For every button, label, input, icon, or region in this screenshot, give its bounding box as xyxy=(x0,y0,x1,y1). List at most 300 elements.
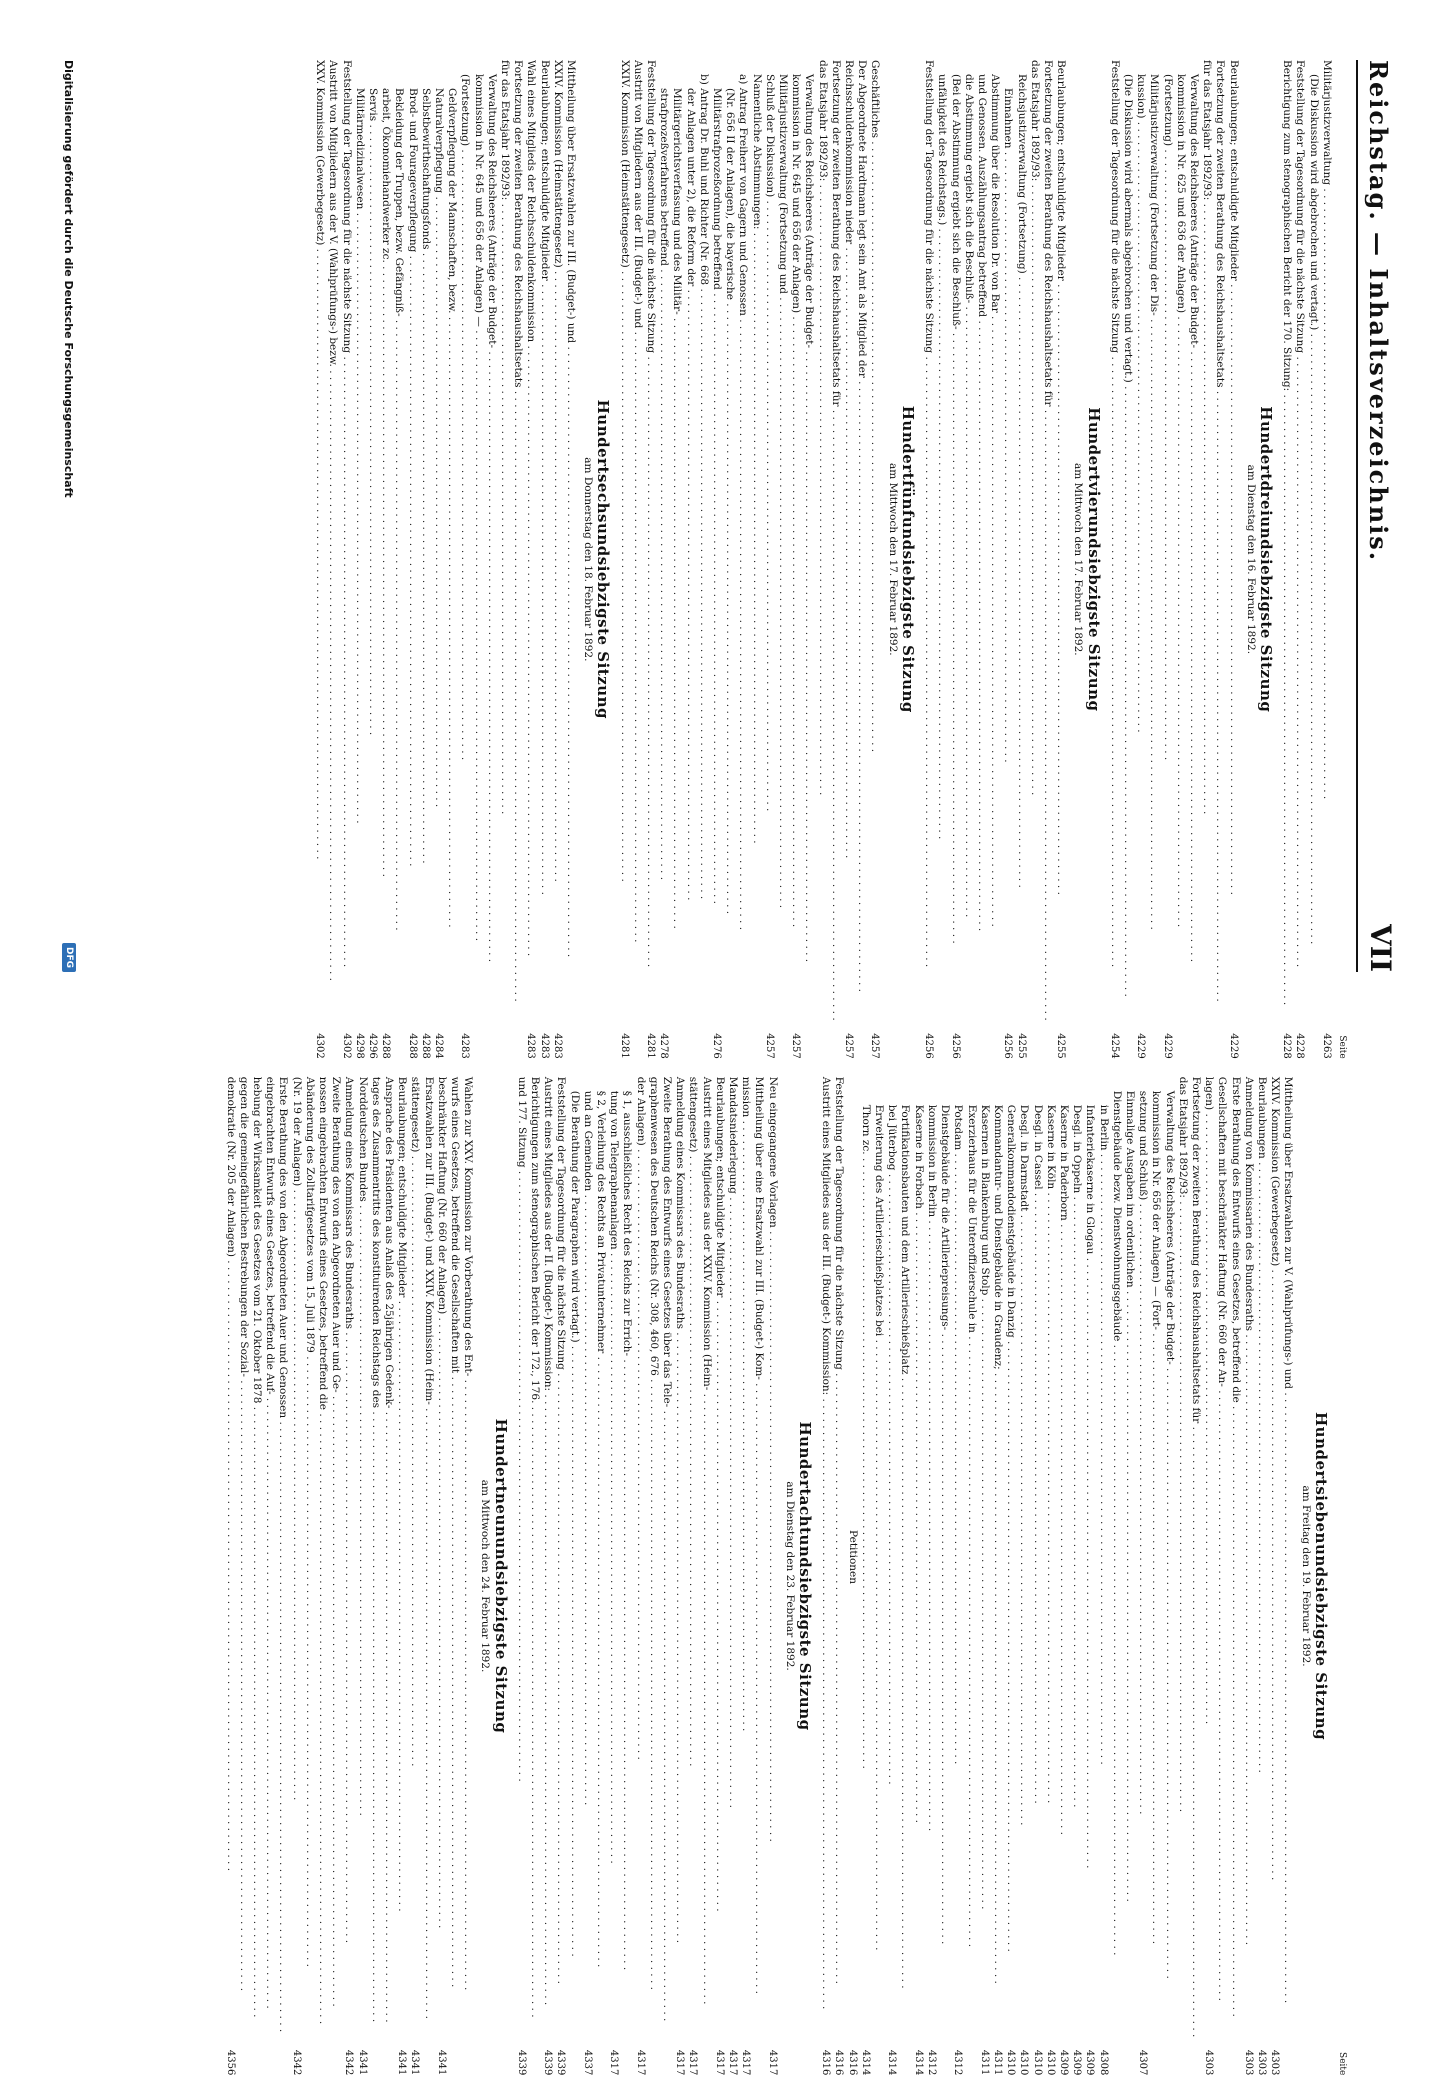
toc-entry-page: 4341 xyxy=(356,2049,368,2075)
toc-entry-text: (Die Diskussion wird abermals abgebrochen und vertagt.) . . . xyxy=(1121,60,1134,1021)
toc-entry xyxy=(342,1077,355,2075)
toc-entry-page: 4317 xyxy=(674,2049,686,2075)
toc-entry xyxy=(567,1077,580,2075)
toc-entry xyxy=(1268,1077,1281,2075)
toc-entry-text: Beurlaubungen; entschuldigte Mitglieder . . . xyxy=(1226,60,1239,1021)
toc-entry xyxy=(964,1077,977,2075)
toc-entry-text: Beurlaubungen; entschuldigte Mitglieder . . . xyxy=(713,1077,726,2038)
toc-entry-text: Mittheilung über Ersatzwahlen zur V. (Wahlprüfungs-) und . . . xyxy=(1281,1077,1294,2038)
toc-entry xyxy=(1044,1077,1057,2075)
toc-entry-text: (Nr. 656 II der Anlagen), die bayerische . . . xyxy=(723,60,736,1021)
toc-entry-text: Thorn zc. . . . xyxy=(859,1077,872,2038)
toc-entry-text: Kommandantur- und Dienstgebäude in Graudenz; . . . xyxy=(991,1077,1004,2038)
toc-entry-page: 4310 xyxy=(1044,2049,1056,2075)
toc-entry xyxy=(723,60,736,1059)
page-footer xyxy=(56,60,82,972)
toc-entry-text: Einnahmen . . . xyxy=(1001,60,1014,1021)
toc-entry-text: Militärjustizverwaltung (Fortsetzung und . . . xyxy=(776,60,789,1021)
toc-entry xyxy=(789,60,802,1059)
toc-entry-text: strafprozeßverfahrens betreffend . . . xyxy=(657,60,670,1021)
toc-entry-text: Potsdam . . . xyxy=(951,1077,964,2038)
toc-entry xyxy=(432,60,445,1059)
toc-entry-text: (Die Diskussion wird abgebrochen und vertagt.) . . . xyxy=(1306,60,1319,1021)
toc-entry-text: § 2, Verleihung des Rechts an Privatunternehmer . . . xyxy=(594,1077,607,2038)
toc-entry xyxy=(749,60,762,1059)
toc-entry xyxy=(1162,1077,1175,2075)
toc-entry xyxy=(855,60,868,1059)
toc-entry-text: Militärjustizverwaltung (Fortsetzung der Dis- . . . xyxy=(1147,60,1160,1021)
session-date: am Dienstag den 23. Februar 1892. xyxy=(783,1481,796,1671)
toc-entry-text: tung von Telegraphenanlagen . . . xyxy=(607,1077,620,2038)
toc-entry xyxy=(1242,1077,1255,2075)
toc-entry xyxy=(660,1077,673,2075)
toc-entry-text: Schluß der Diskussion) . . . xyxy=(763,60,776,1021)
toc-entry-text: (Die Berathung der Paragraphen wird vertagt.) . . . xyxy=(567,1077,580,2038)
toc-entry-page: 4311 xyxy=(978,2049,990,2075)
toc-entry-text: tages des Zusammentritts des konstituirenden Reichstags des . . . xyxy=(369,1077,382,2038)
toc-entry-page: 4296 xyxy=(366,1033,378,1059)
toc-entry xyxy=(581,1077,594,2075)
toc-entry-text: Verwaltung des Reichsheeres (Anträge der Budget- . . . xyxy=(485,60,498,1021)
toc-entry-page: 4342 xyxy=(290,2049,302,2075)
toc-entry-page: 4316 xyxy=(820,2049,832,2075)
toc-entry-text: Beurlaubungen; entschuldigte Mitglieder . . . xyxy=(1054,60,1067,1021)
toc-entry-text: Desgl. in Oppeln . . . xyxy=(1070,1077,1083,2038)
toc-entry-text: Naturalverpflegung . . . xyxy=(432,60,445,1021)
toc-entry-text: Reichsjustizverwaltung (Fortsetzung) . . . xyxy=(1014,60,1027,1021)
toc-entry-page: 4310 xyxy=(1018,2049,1030,2075)
toc-entry-text: Fortsetzung der zweiten Berathung des Reichshaushaltsetats . . . xyxy=(511,60,524,1021)
toc-entry-text: Austritt eines Mitgliedes aus der XXIV. Kommission (Heim- . . . xyxy=(699,1077,712,2038)
toc-entry-page: 4317 xyxy=(608,2049,620,2075)
toc-entry-text: Erste Berathung des Entwurfs eines Gesetzes, betreffend die . . . xyxy=(1228,1077,1241,2038)
toc-entry-text: Neu eingegangene Vorlagen . . . xyxy=(765,1077,778,2038)
running-title: Reichstag. — Inhaltsverzeichnis. xyxy=(1364,60,1393,563)
toc-entry-text: Ersatzwahlen zur III. (Budget-) und XXIV. Kommission (Heim- . . . xyxy=(421,1077,434,2038)
toc-entry-text: der Anlagen) . . . xyxy=(633,1077,646,2038)
toc-entry-page: 4228 xyxy=(1281,1033,1293,1059)
toc-entry-page: 4356 xyxy=(224,2049,236,2075)
toc-entry-page: 4308 xyxy=(1097,2049,1109,2075)
toc-entry xyxy=(1108,60,1121,1059)
toc-entry-text: Austritt von Mitgliedern aus der V. (Wahlprüfungs-) bezw. . . . xyxy=(326,60,339,1021)
toc-entry-text: für das Etatsjahr 1892/93: . . . xyxy=(1200,60,1213,1021)
toc-entry-text: nossen eingebrachten Entwurfs eines Gesetzes, betreffend die . . . xyxy=(316,1077,329,2038)
toc-entry-text: Militärstrafprozeßordnung betreffend . . . xyxy=(710,60,723,1021)
toc-entry-text: (Bei der Abstimmung ergiebt sich die Beschluß- . . . xyxy=(948,60,961,1021)
toc-entry-text: kommission in Nr. 645 und 656 der Anlagen) — . . . xyxy=(471,60,484,1021)
toc-entry xyxy=(537,60,550,1059)
toc-entry-text: Geschäftliches . . . xyxy=(868,60,881,1021)
toc-entry xyxy=(1083,1077,1096,2075)
toc-entry-page: 4255 xyxy=(1015,1033,1027,1059)
toc-entry xyxy=(1001,60,1014,1059)
toc-entry-text: Feststellung der Tagesordnung für die nächste Sitzung . . . xyxy=(1293,60,1306,1021)
toc-entry-text: Selbstbewirthschaftungsfonds . . . xyxy=(419,60,432,1021)
toc-entry xyxy=(419,60,432,1059)
toc-entry-page: 4337 xyxy=(581,2049,593,2075)
toc-entry xyxy=(515,1077,528,2075)
toc-entry-text: (Fortsetzung) . . . xyxy=(1160,60,1173,1021)
toc-entry-text: stättengesetz) . . . xyxy=(686,1077,699,2038)
toc-entry-text: arbeit, Ökonomiehandwerker zc. . . . xyxy=(379,60,392,1021)
toc-entry xyxy=(395,1077,408,2075)
toc-entry-text: XXIV. Kommission (Heimstättengesetz) . . . xyxy=(551,60,564,1021)
toc-entry xyxy=(1030,1077,1043,2075)
toc-entry xyxy=(802,60,815,1059)
toc-entry-text: Der Abgeordnete Hardtmann legt sein Amt als Mitglied der . . . xyxy=(855,60,868,1021)
toc-entry-text: XXIV. Kommission (Gewerbegesetz) . . . xyxy=(1268,1077,1281,2038)
toc-entry-text: Beurlaubungen; entschuldigte Mitglieder . . . xyxy=(537,60,550,1021)
session-date: am Mittwoch den 17. Februar 1892. xyxy=(1072,463,1085,656)
toc-entry-page: 4342 xyxy=(343,2049,355,2075)
toc-entry-text: und Genossen. Auszählungsantrag betreffend . . . xyxy=(975,60,988,1021)
toc-entry xyxy=(524,60,537,1059)
toc-entry xyxy=(353,60,366,1059)
toc-entry-page: 4288 xyxy=(419,1033,431,1059)
toc-entry-text: in Berlin . . . xyxy=(1096,1077,1109,2038)
toc-entry-text: und 177. Sitzung . . . xyxy=(515,1077,528,2038)
toc-entry-page: 4317 xyxy=(634,2049,646,2075)
toc-entry-text: Feststellung der Tagesordnung für die nächste Sitzung . . . xyxy=(832,1077,845,2038)
toc-entry-text: Infanteriekaserne in Glogau . . . xyxy=(1083,1077,1096,2038)
toc-entry-text: Desgl. in Cassel . . . xyxy=(1030,1077,1043,2038)
toc-entry-text: kommission in Nr. 625 und 636 der Anlagen) . . . xyxy=(1174,60,1187,1021)
toc-entry xyxy=(699,1077,712,2075)
toc-entry-text: XXV. Kommission (Gewerbegesetz) . . . xyxy=(313,60,326,1021)
toc-entry-text: (Nr. 19 der Anlagen) . . . xyxy=(289,1077,302,2038)
toc-entry xyxy=(382,1077,395,2075)
toc-entry-text: a) Antrag Freiherr von Gagern und Genossen . . . xyxy=(736,60,749,1021)
toc-entry-page: 4288 xyxy=(380,1033,392,1059)
toc-entry-text: Berichtigungen zum stenographischen Bericht der 172., 176. . . . xyxy=(528,1077,541,2038)
toc-entry xyxy=(485,60,498,1059)
toc-entry-text: Fortsetzung der zweiten Berathung des Reichshaushaltsetats für . . . xyxy=(1041,60,1054,1021)
toc-entry-text: Beurlaubungen . . . xyxy=(1255,1077,1268,2038)
toc-entry-text: Feststellung der Tagesordnung für die nächste Sitzung . . . xyxy=(339,60,352,1021)
toc-entry xyxy=(448,1077,461,2075)
toc-entry-page: 4263 xyxy=(1320,1033,1332,1059)
toc-entry-text: das Etatsjahr 1892/93: . . . xyxy=(1176,1077,1189,2038)
toc-entry-text: wurfs eines Gesetzes, betreffend die Gesellschaften mit . . . xyxy=(448,1077,461,2038)
toc-entry-page: 4278 xyxy=(658,1033,670,1059)
toc-entry xyxy=(435,1077,448,2075)
session-date: am Donnerstag den 18. Februar 1892. xyxy=(582,457,595,662)
toc-column-right xyxy=(108,1077,1348,2075)
toc-entry xyxy=(1293,60,1306,1059)
toc-entry xyxy=(948,60,961,1059)
seite-label: Seite xyxy=(1337,1035,1347,1059)
toc-entry xyxy=(912,1077,925,2075)
toc-column-left xyxy=(108,60,1348,1059)
toc-entry-text: bei Jüterbog . . . xyxy=(885,1077,898,2038)
toc-entry-text: Wahlen zur XXV. Kommission zur Vorberathung des Ent- . . . xyxy=(461,1077,474,2038)
toc-entry-text: Erweiterung des Artillerieschießplatzes bei . . . xyxy=(872,1077,885,2038)
toc-entry-text: Ansprache des Präsidenten aus Anlaß des 25jährigen Gedenk- . . . xyxy=(382,1077,395,2038)
toc-entry-page: 4317 xyxy=(713,2049,725,2075)
toc-entry-page: 4276 xyxy=(711,1033,723,1059)
toc-entry xyxy=(1187,60,1200,1059)
toc-entry xyxy=(316,1077,329,2075)
toc-entry xyxy=(670,60,683,1059)
toc-entry xyxy=(885,1077,898,2075)
toc-entry xyxy=(1028,60,1041,1059)
toc-entry-page: 4257 xyxy=(763,1033,775,1059)
toc-entry-page: 4317 xyxy=(687,2049,699,2075)
toc-entry-text: mission . . . xyxy=(739,1077,752,2038)
toc-entry xyxy=(326,60,339,1059)
toc-entry-page: 4314 xyxy=(859,2049,871,2075)
toc-entry-text: kommission in Berlin . . . xyxy=(925,1077,938,2038)
toc-entry xyxy=(1228,1077,1241,2075)
toc-entry xyxy=(686,1077,699,2075)
toc-entry xyxy=(1202,1077,1215,2075)
toc-entry xyxy=(471,60,484,1059)
toc-entry-text: Feststellung der Tagesordnung für die nächste Sitzung . . . xyxy=(1108,60,1121,1021)
session-date: am Mittwoch den 24. Februar 1892. xyxy=(479,1479,492,1673)
toc-entry xyxy=(392,60,405,1059)
toc-entry-text: Anmeldung von Kommissarien des Bundesraths . . . xyxy=(1242,1077,1255,2038)
toc-entry-page: 4283 xyxy=(459,1033,471,1059)
toc-entry-text: Fortsetzung der zweiten Berathung des Reichshaushaltsetats . . . xyxy=(1213,60,1226,1021)
toc-entry-text: Berichtigung zum stenographischen Bericht der 170. Sitzung: . . . xyxy=(1280,60,1293,1021)
toc-entry-text: Bekleidung der Truppen, bezw. Gefängniß- . . . xyxy=(392,60,405,1021)
toc-entry xyxy=(868,60,881,1059)
toc-entry xyxy=(713,1077,726,2075)
toc-entry-page: 4254 xyxy=(1108,1033,1120,1059)
toc-entry xyxy=(1041,60,1054,1059)
session-heading: Hundertfünfundsiebzigste Sitzung xyxy=(898,405,917,713)
toc-entry xyxy=(379,60,392,1059)
toc-entry-text: Verwaltung des Reichsheeres (Anträge der Budget- . . . xyxy=(1187,60,1200,1021)
toc-entry xyxy=(1215,1077,1228,2075)
toc-entry-page: 4303 xyxy=(1242,2049,1254,2075)
page-header xyxy=(1356,60,1410,972)
toc-entry-text: kommission in Nr. 656 der Anlagen) — (Fort- . . . xyxy=(1149,1077,1162,2038)
toc-entry xyxy=(683,60,696,1059)
toc-entry-page: 4257 xyxy=(843,1033,855,1059)
toc-entry-text: Feststellung der Tagesordnung für die nächste Sitzung . . . xyxy=(554,1077,567,2038)
toc-entry-text: kommission in Nr. 645 und 656 der Anlagen) . . . xyxy=(789,60,802,1021)
toc-entry xyxy=(445,60,458,1059)
toc-entry-text: Kaserne in Paderborn . . . xyxy=(1057,1077,1070,2038)
toc-entry-page: 4314 xyxy=(912,2049,924,2075)
toc-entry xyxy=(339,60,352,1059)
toc-entry-page: 4317 xyxy=(727,2049,739,2075)
toc-entry-page: 4298 xyxy=(353,1033,365,1059)
toc-entry xyxy=(673,1077,686,2075)
toc-entry-text: Geldverpflegung der Mannschaften, bezw. . . . xyxy=(445,60,458,1021)
toc-entry-text: Austritt eines Mitgliedes aus der III. (Budget-) Kommission: . . . xyxy=(819,1077,832,2038)
toc-entry-page: 4316 xyxy=(846,2049,858,2075)
toc-entry-text: Verwaltung des Reichsheeres (Anträge der Budget- . . . xyxy=(802,60,815,1021)
toc-entry-text: Militärjustizverwaltung . . . xyxy=(1320,60,1333,1021)
toc-entry-page: 4339 xyxy=(555,2049,567,2075)
toc-entry xyxy=(1149,1077,1162,2075)
toc-entry-page: 4303 xyxy=(1255,2049,1267,2075)
toc-entry-text: Austritt eines Mitgliedes aus der II. (Budget-) Kommission: . . . xyxy=(541,1077,554,2038)
toc-entry xyxy=(1096,1077,1109,2075)
toc-entry-text: Militärgerichtsverfassung und des Militär- . . . xyxy=(670,60,683,1021)
toc-entry-text: setzung und Schluß) . . . xyxy=(1136,1077,1149,2038)
toc-entry-text: Petitionen xyxy=(846,1530,859,1585)
toc-entry xyxy=(647,1077,660,2075)
toc-entry-page: 4303 xyxy=(1203,2049,1215,2075)
toc-entry-page: 4309 xyxy=(1071,2049,1083,2075)
toc-entry-page: 4256 xyxy=(949,1033,961,1059)
toc-entry xyxy=(303,1077,316,2075)
toc-entry-text: Mittheilung über Ersatzwahlen zur III. (Budget-) und . . . xyxy=(564,60,577,1021)
toc-entry xyxy=(938,1077,951,2075)
toc-entry-text: die Abstimmung ergiebt sich die Beschluß- . . . xyxy=(962,60,975,1021)
toc-entry xyxy=(739,1077,752,2075)
toc-entry-text: Fortsetzung der zweiten Berathung des Reichshaushaltsetats für . . . xyxy=(829,60,842,1021)
toc-entry-text: Fortifikationsbauten und dem Artillerieschießplatz . . . xyxy=(898,1077,911,2038)
toc-entry-text: stättengesetz) . . . xyxy=(408,1077,421,2038)
toc-entry-text: das Etatsjahr 1892/93: . . . xyxy=(1028,60,1041,1021)
toc-entry-text: Mandatsniederlegung . . . xyxy=(726,1077,739,2038)
toc-entry xyxy=(1280,60,1293,1059)
toc-entry-page: 4229 xyxy=(1161,1033,1173,1059)
toc-entry xyxy=(697,60,710,1059)
toc-entry xyxy=(1136,1077,1149,2075)
toc-entry-text: Zweite Berathung des Entwurfs eines Gesetzes über das Tele- . . . xyxy=(660,1077,673,2038)
toc-entry xyxy=(962,60,975,1059)
toc-entry-text: gegen die gemeingefährlichen Bestrebungen der Sozial- . . . xyxy=(237,1077,250,2038)
toc-entry xyxy=(276,1077,289,2075)
toc-entry-page: 4255 xyxy=(1055,1033,1067,1059)
toc-entry-text: Brod- und Fourageverpflegung . . . xyxy=(405,60,418,1021)
toc-entry xyxy=(1213,60,1226,1059)
toc-entry-page: 4339 xyxy=(515,2049,527,2075)
toc-entry-text: Mittheilung über eine Ersatzwahl zur III. (Budget-) Kom- . . . xyxy=(752,1077,765,2038)
toc-entry xyxy=(988,60,1001,1059)
digitization-note: Digitalisierung gefördert durch die Deutsche Forschungsgemeinschaft xyxy=(62,60,76,498)
toc-entry-text: Dienstgebäude für die Artilleriepreisungs- . . . xyxy=(938,1077,951,2038)
toc-entry-text: Exerzierhaus für die Unteroffizierschule in . . . xyxy=(964,1077,977,2038)
toc-entry xyxy=(898,1077,911,2075)
toc-entry xyxy=(541,1077,554,2075)
toc-entry xyxy=(223,1077,236,2075)
toc-entry-text: Norddeutschen Bundes . . . xyxy=(355,1077,368,2038)
toc-entry xyxy=(1255,1077,1268,2075)
toc-entry xyxy=(617,60,630,1059)
toc-entry xyxy=(329,1077,342,2075)
toc-entry-page: 4228 xyxy=(1294,1033,1306,1059)
toc-entry xyxy=(289,1077,302,2075)
session-heading: Hundertachtundsiebzigste Sitzung xyxy=(796,1421,815,1731)
toc-entry-page: 4312 xyxy=(952,2049,964,2075)
toc-entry-page: 4311 xyxy=(991,2049,1003,2075)
toc-entry xyxy=(633,1077,646,2075)
toc-entry-page: 4302 xyxy=(314,1033,326,1059)
toc-entry-page: 4303 xyxy=(1269,2049,1281,2075)
session-date: am Dienstag den 16. Februar 1892. xyxy=(1244,464,1257,655)
toc-entry-text: Kaserne in Forbach . . . xyxy=(912,1077,925,2038)
toc-entry xyxy=(554,1077,567,2075)
toc-entry-text: (Fortsetzung) . . . xyxy=(458,60,471,1021)
toc-entry-page: 4281 xyxy=(645,1033,657,1059)
toc-entry-text: Desgl. in Darmstadt . . . xyxy=(1017,1077,1030,2038)
toc-entry-text: Dienstgebäude bezw. Dienstwohnungsgebäude . . . xyxy=(1110,1077,1123,2038)
toc-entry xyxy=(845,1077,858,2075)
toc-entry xyxy=(528,1077,541,2075)
toc-entry xyxy=(736,60,749,1059)
toc-entry xyxy=(1189,1077,1202,2075)
toc-entry xyxy=(1226,60,1239,1059)
toc-entry-page: 4283 xyxy=(551,1033,563,1059)
toc-entry-text: Abstimmung über die Resolution Dr. von Bar . . . xyxy=(988,60,1001,1021)
toc-entry-page: 4288 xyxy=(406,1033,418,1059)
page-number: VII xyxy=(1364,924,1397,972)
session-heading: Hundertdreiundsiebzigste Sitzung xyxy=(1256,406,1275,713)
toc-entry-text: Wahl eines Mitglieds der Reichsschuldenkommission . . . xyxy=(524,60,537,1021)
toc-entry xyxy=(842,60,855,1059)
toc-entry xyxy=(951,1077,964,2075)
toc-entry-page: 4310 xyxy=(1005,2049,1017,2075)
toc-entry-page: 4283 xyxy=(538,1033,550,1059)
toc-entry-page: 4312 xyxy=(925,2049,937,2075)
toc-entry xyxy=(355,1077,368,2075)
toc-entry xyxy=(369,1077,382,2075)
toc-entry-text: Anmeldung eines Kommissars des Bundesraths . . . xyxy=(673,1077,686,2038)
toc-entry xyxy=(551,60,564,1059)
toc-entry xyxy=(1174,60,1187,1059)
toc-entry xyxy=(776,60,789,1059)
toc-entry-page: 4229 xyxy=(1135,1033,1147,1059)
session-date: am Freitag den 19. Februar 1892. xyxy=(1299,1485,1312,1667)
toc-entry-text: Zweite Berathung des von den Abgeordneten Auer und Ge- . . . xyxy=(329,1077,342,2038)
dfg-logo xyxy=(62,943,76,972)
toc-entry xyxy=(1134,60,1147,1059)
toc-entry xyxy=(594,1077,607,2075)
toc-entry xyxy=(498,60,511,1059)
toc-entry xyxy=(313,60,326,1059)
toc-entry-text: Feststellung der Tagesordnung für die nächste Sitzung . . . xyxy=(922,60,935,1021)
session-heading: Hundertsiebenundsiebzigste Sitzung xyxy=(1311,1411,1330,1741)
toc-entry-text: der Anlagen unter 2), die Reform der . . . xyxy=(683,60,696,1021)
toc-entry xyxy=(1123,1077,1136,2075)
session-date: am Mittwoch den 17. Februar 1892. xyxy=(886,463,899,656)
toc-entry-text: Generalkommandodienstgebäude in Danzig . . . xyxy=(1004,1077,1017,2038)
toc-entry-page: 4341 xyxy=(396,2049,408,2075)
toc-entry xyxy=(752,1077,765,2075)
toc-entry-text: unfähigkeit des Reichstags.) . . . xyxy=(935,60,948,1021)
toc-entry xyxy=(366,60,379,1059)
toc-entry-page: 4339 xyxy=(542,2049,554,2075)
toc-entry xyxy=(458,60,471,1059)
toc-entry-text: Namentliche Abstimmungen: . . . xyxy=(749,60,762,1021)
toc-entry xyxy=(250,1077,263,2075)
toc-entry-text: Abänderung des Zolltarifgesetzes vom 15. Juli 1879 . . . xyxy=(303,1077,316,2038)
toc-entry xyxy=(1017,1077,1030,2075)
toc-entry-text: Feststellung der Tagesordnung für die nächste Sitzung . . . xyxy=(644,60,657,1021)
toc-entry-text: für das Etatsjahr 1892/93: . . . xyxy=(498,60,511,1021)
toc-entry xyxy=(1057,1077,1070,2075)
seite-label: Seite xyxy=(1337,2052,1347,2075)
toc-entry-text: das Etatsjahr 1892/93: . . . xyxy=(815,60,828,1021)
toc-entry-page: 4283 xyxy=(525,1033,537,1059)
toc-entry xyxy=(1004,1077,1017,2075)
dfg-badge: DFG xyxy=(62,943,76,972)
toc-entry xyxy=(1200,60,1213,1059)
toc-entry xyxy=(1160,60,1173,1059)
toc-entry-text: demokratie (Nr. 205 der Anlagen) . . . xyxy=(223,1077,236,2038)
toc-entry-text: § 1, ausschließliches Recht des Reichs zur Errich- . . . xyxy=(620,1077,633,2038)
toc-entry-page: 4341 xyxy=(409,2049,421,2075)
toc-entry xyxy=(1014,60,1027,1059)
toc-entry-text: lagen) . . . xyxy=(1202,1077,1215,2038)
